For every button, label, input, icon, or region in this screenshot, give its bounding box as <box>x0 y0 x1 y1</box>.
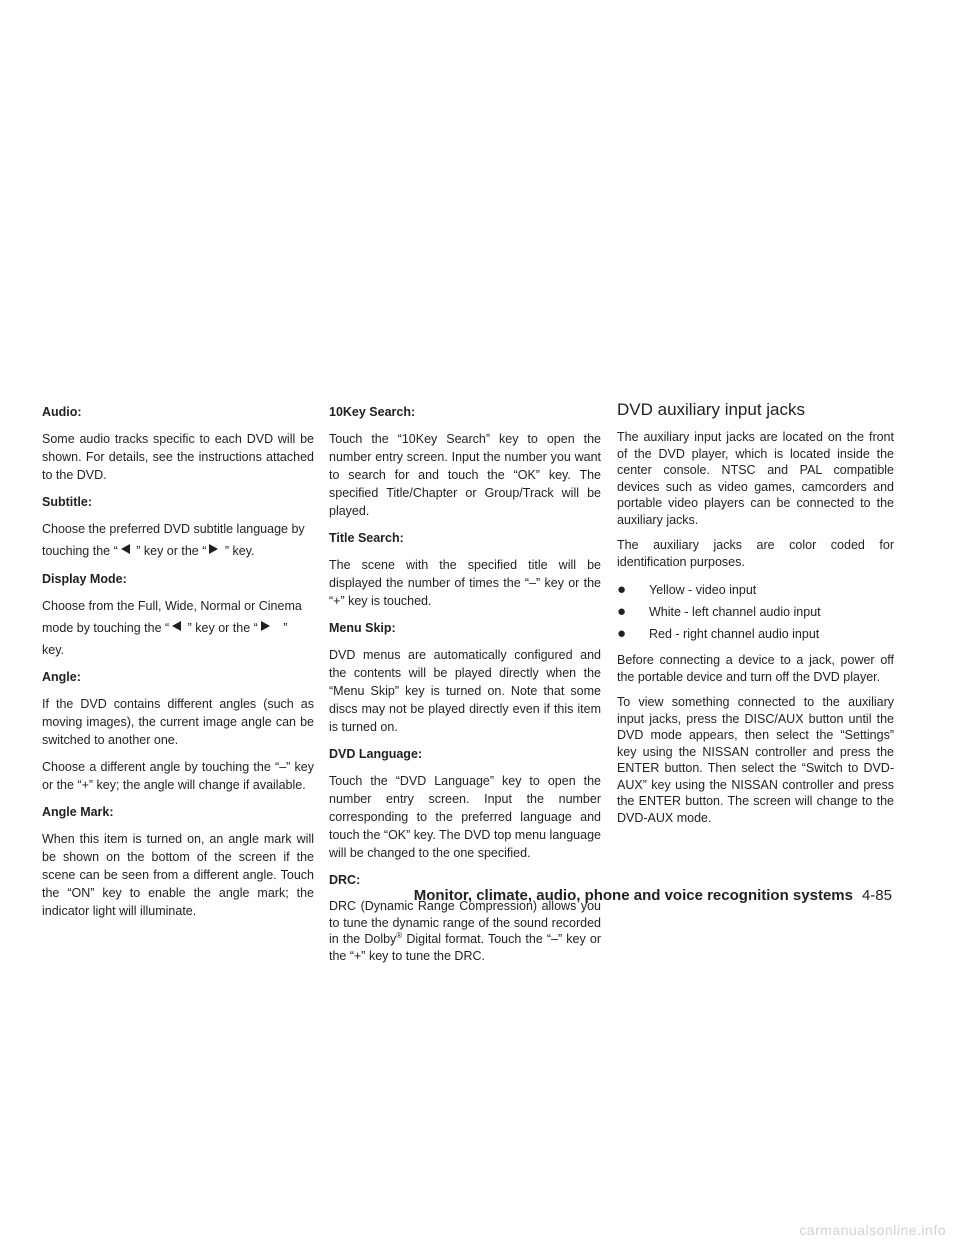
display-text-c: ” <box>283 621 288 635</box>
section-title: DVD auxiliary input jacks <box>617 400 806 419</box>
left-arrow-icon <box>172 621 181 631</box>
paragraph-aux-4: To view something connected to the auxiliary input jacks, press the DISC/AUX button until the DVD mode appears, then select the “Settings” key using the NISSAN controller and press the ENTER button. Then select the “Switch to DVD-AUX” key using the NISSAN controller and press the ENTER button. The screen will change to the DVD-AUX mode. <box>617 695 894 825</box>
heading-title-search: Title Search: <box>329 531 404 545</box>
list-item-text: White - left channel audio input <box>649 605 821 619</box>
drc-text-a: DRC (Dynamic Range Compression) allows you to tune the dynamic range of the sound recorded in the Dolby <box>329 899 601 946</box>
column-left <box>42 403 314 929</box>
heading-audio: Audio: <box>42 405 82 419</box>
paragraph-display-mode <box>42 597 314 659</box>
list-item-text: Red - right channel audio input <box>649 627 820 641</box>
heading-10key-search: 10Key Search: <box>329 405 416 419</box>
footer-title: Monitor, climate, audio, phone and voice recognition systems <box>413 887 853 904</box>
column-right <box>617 400 894 835</box>
paragraph-title-search: The scene with the specified title will be displayed the number of times the “–” key or the “+” key is touched. <box>329 558 601 608</box>
paragraph-angle-1: If the DVD contains different angles (such as moving images), the current image angle can be switched to another one. <box>42 697 314 747</box>
paragraph-subtitle <box>42 520 314 564</box>
heading-display-mode: Display Mode: <box>42 572 127 586</box>
paragraph-drc <box>329 898 601 964</box>
bullet-icon: ● <box>617 625 627 642</box>
right-arrow-icon <box>209 544 218 554</box>
registered-mark: ® <box>396 930 403 940</box>
watermark: carmanualsonline.info <box>799 1222 946 1238</box>
paragraph-aux-2: The auxiliary jacks are color coded for identification purposes. <box>617 538 894 569</box>
heading-angle: Angle: <box>42 670 81 684</box>
bullet-icon: ● <box>617 581 627 598</box>
paragraph-aux-1: The auxiliary input jacks are located on the front of the DVD player, which is located inside the center console. NTSC and PAL compatible devices such as video games, camcorders and portable video players can be connected to the auxiliary jacks. <box>617 430 894 527</box>
display-line1: Choose from the Full, Wide, Normal or Cinema <box>42 599 302 613</box>
list-item <box>617 601 894 623</box>
paragraph-menu-skip: DVD menus are automatically configured and the contents will be played directly when the “Menu Skip” key is turned on. Note that some discs may not be played directly even if this item is turned on. <box>329 648 601 734</box>
display-line3: key. <box>42 643 64 657</box>
left-arrow-icon <box>121 544 130 554</box>
heading-drc: DRC: <box>329 873 361 887</box>
display-text-b: ” key or the “ <box>187 621 258 635</box>
heading-menu-skip: Menu Skip: <box>329 621 396 635</box>
paragraph-audio: Some audio tracks specific to each DVD will be shown. For details, see the instructions attached to the DVD. <box>42 432 314 482</box>
paragraph-dvd-language: Touch the “DVD Language” key to open the number entry screen. Input the number corresponding to the preferred language and touch the “OK” key. The DVD top menu language will be changed to the one specified. <box>329 774 601 860</box>
heading-subtitle: Subtitle: <box>42 495 92 509</box>
heading-dvd-language: DVD Language: <box>329 747 423 761</box>
drc-text-b: Digital format. Touch the “–” key or the “+” key to tune the DRC. <box>329 932 601 963</box>
heading-angle-mark: Angle Mark: <box>42 805 114 819</box>
list-item-text: Yellow - video input <box>649 583 757 597</box>
display-text-a: mode by touching the “ <box>42 621 170 635</box>
right-arrow-icon <box>261 621 270 631</box>
paragraph-10key-search: Touch the “10Key Search” key to open the number entry screen. Input the number you want to search for and touch the “OK” key. The specified Title/Chapter or Group/Track will be played. <box>329 432 601 518</box>
page-number: 4-85 <box>861 887 892 904</box>
page-footer <box>0 886 892 906</box>
paragraph-angle-mark: When this item is turned on, an angle mark will be shown on the bottom of the screen if the scene can be seen from a different angle. Touch the “ON” key to enable the angle mark; the indicator light will illuminate. <box>42 832 314 918</box>
subtitle-line1: Choose the preferred DVD subtitle language by <box>42 522 305 536</box>
subtitle-text-a: touching the “ <box>42 544 118 558</box>
display-line2 <box>42 621 287 635</box>
paragraph-angle-2: Choose a different angle by touching the “–” key or the “+” key; the angle will change if available. <box>42 760 314 792</box>
paragraph-aux-3: Before connecting a device to a jack, power off the portable device and turn off the DVD player. <box>617 653 894 684</box>
list-item <box>617 579 894 601</box>
bullet-icon: ● <box>617 603 627 620</box>
bullet-list <box>617 579 894 645</box>
list-item <box>617 623 894 645</box>
subtitle-line2 <box>42 544 255 558</box>
subtitle-text-b: ” key or the “ <box>136 544 207 558</box>
subtitle-text-c: ” key. <box>224 544 255 558</box>
